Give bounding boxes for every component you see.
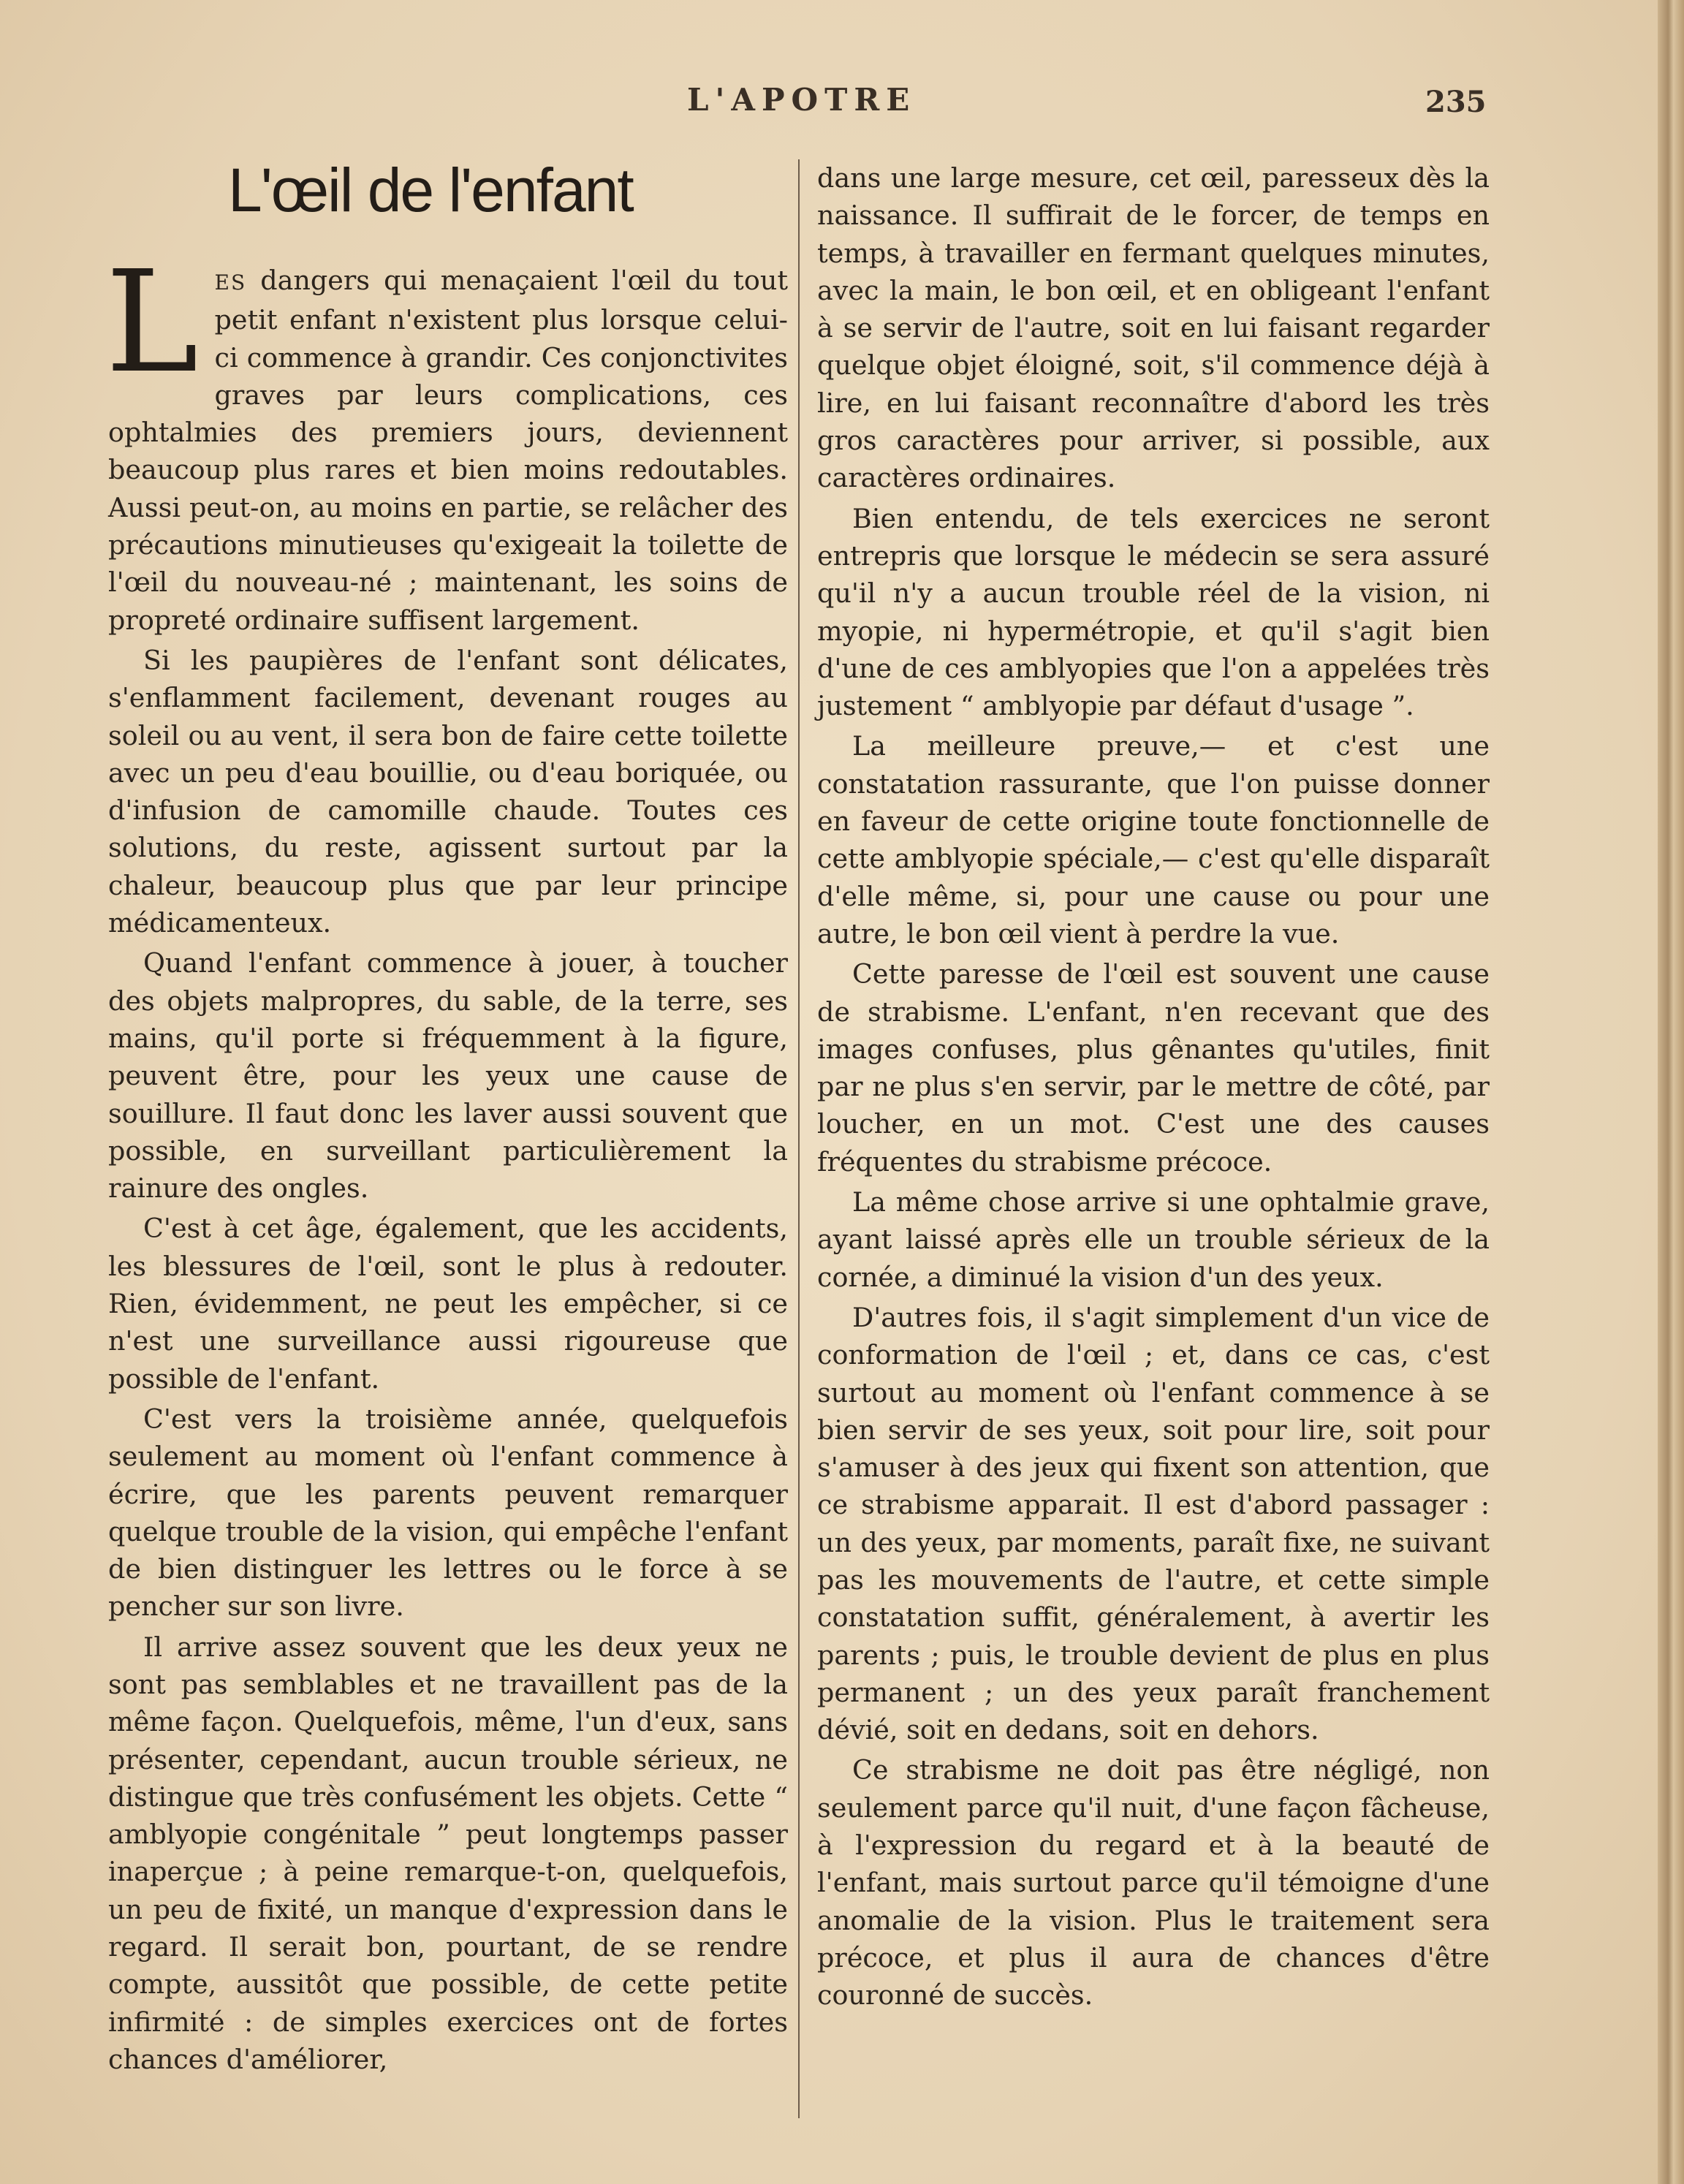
paragraph <box>105 241 788 639</box>
paragraph: D'autres fois, il s'agit simplement d'un vice de conformation de l'œil ; et, dans ce cas, c'est surtout au moment où l'enfant commence à se bien servir de ses yeux, soit pour lire, soit pour s'amuser à des jeux qui fixent son attention, que ce strabisme apparait. Il est d'abord passager : un des yeux, par moments, paraît fixe, ne suivant pas les mouvements de l'autre, et cette simple constatation suffit, généralement, à avertir les parents ; puis, le trouble devient de plus en plus permanent ; un des yeux paraît franchement dévié, soit en dedans, soit en dehors. <box>817 1301 1490 1746</box>
page-number: 235 <box>1425 85 1487 119</box>
paragraph: Il arrive assez souvent que les deux yeux ne sont pas semblables et ne travaillent pas de la même façon. Quelquefois, même, l'un d'eux, sans présenter, cependant, aucun trouble sérieux, ne distingue que très confusément les objets. Cette “ amblyopie congénitale ” peut longtemps passer inaperçue ; à peine remarque-t-on, quelquefois, un peu de fixité, un manque d'expression dans le regard. Il serait bon, pourtant, de se rendre compte, aussitôt que possible, de cette petite infirmité : de simples exercices ont de fortes chances d'améliorer, <box>108 1631 788 2075</box>
column-rule <box>798 159 800 2118</box>
running-head: L'APOTRE <box>687 82 917 118</box>
first-word-rest: ES <box>214 270 247 295</box>
paragraph: Ce strabisme ne doit pas être négligé, non seulement parce qu'il nuit, d'une façon fâcheuse, à l'expression du regard et à la beauté de l'enfant, mais surtout parce qu'il témoigne d'une anomalie de la vision. Plus le traitement sera précoce, et plus il aura de chances d'être couronné de succès. <box>817 1754 1490 2012</box>
paragraph: C'est à cet âge, également, que les accidents, les blessures de l'œil, sont le plus à redouter. Rien, évidemment, ne peut les empêcher, si ce n'est une surveillance aussi rigoureuse que possible de l'enfant. <box>108 1213 788 1395</box>
paragraph: La même chose arrive si une ophtalmie grave, ayant laissé après elle un trouble sérieux de la cornée, a diminué la vision d'un des yeux. <box>817 1186 1490 1293</box>
article-title: L'œil de l'enfant <box>228 156 633 224</box>
paragraph: dans une large mesure, cet œil, paresseux dès la naissance. Il suffirait de le forcer, de temps en temps, à travailler en fermant quelques minutes, avec la main, le bon œil, et en obligeant l'enfant à se servir de l'autre, soit en lui faisant regarder quelque objet éloigné, soit, s'il commence déjà à lire, en lui faisant reconnaître d'abord les très gros caractères pour arriver, si possible, aux caractères ordinaires. <box>817 162 1490 494</box>
paragraph-text: dangers qui menaçaient l'œil du tout petit enfant n'existent plus lorsque celui-ci commence à grandir. Ces conjonctivites graves par leurs complications, ces ophtalmies des premiers jours, deviennent beaucoup plus rares et bien moins redoutables. Aussi peut-on, au moins en partie, se relâcher des précautions minutieuses qu'exigeait la toilette de l'œil du nouveau-né ; maintenant, les soins de propreté ordinaire suffisent largement. <box>108 265 788 636</box>
page-edge <box>1658 0 1684 2184</box>
paragraph: La meilleure preuve,— et c'est une constatation rassurante, que l'on puisse donner en faveur de cette origine toute fonctionnelle de cette amblyopie spéciale,— c'est qu'elle disparaît d'elle même, si, pour une cause ou pour une autre, le bon œil vient à perdre la vue. <box>817 730 1490 949</box>
paragraph: C'est vers la troisième année, quelquefois seulement au moment où l'enfant commence à écrire, que les parents peuvent remarquer quelque trouble de la vision, qui empêche l'enfant de bien distinguer les lettres ou le force à se pencher sur son livre. <box>108 1403 788 1623</box>
left-column <box>105 241 788 2078</box>
paragraph: Cette paresse de l'œil est souvent une cause de strabisme. L'enfant, n'en recevant que des images confuses, plus gênantes qu'utiles, finit par ne plus s'en servir, par le mettre de côté, par loucher, en un mot. C'est une des causes fréquentes du strabisme précoce. <box>817 958 1490 1178</box>
paragraph: Quand l'enfant commence à jouer, à toucher des objets malpropres, du sable, de la terre, ses mains, qu'il porte si fréquemment à la figure, peuvent être, pour les yeux une cause de souillure. Il faut donc les laver aussi souvent que possible, en surveillant particulièrement la rainure des ongles. <box>108 947 788 1205</box>
paragraph: Si les paupières de l'enfant sont délicates, s'enflamment facilement, devenant rouges au soleil ou au vent, il sera bon de faire cette toilette avec un peu d'eau bouillie, ou d'eau boriquée, ou d'infusion de camomille chaude. Toutes ces solutions, du reste, agissent surtout par la chaleur, beaucoup plus que par leur principe médicamenteux. <box>108 644 788 939</box>
paragraph: Bien entendu, de tels exercices ne seront entrepris que lorsque le médecin se sera assuré qu'il n'y a aucun trouble réel de la vision, ni myopie, ni hypermétropie, et qu'il s'agit bien d'une de ces amblyopies que l'on a appelées très justement “ amblyopie par défaut d'usage ”. <box>817 502 1490 722</box>
drop-cap: L <box>105 241 199 404</box>
right-column <box>817 159 1490 2014</box>
